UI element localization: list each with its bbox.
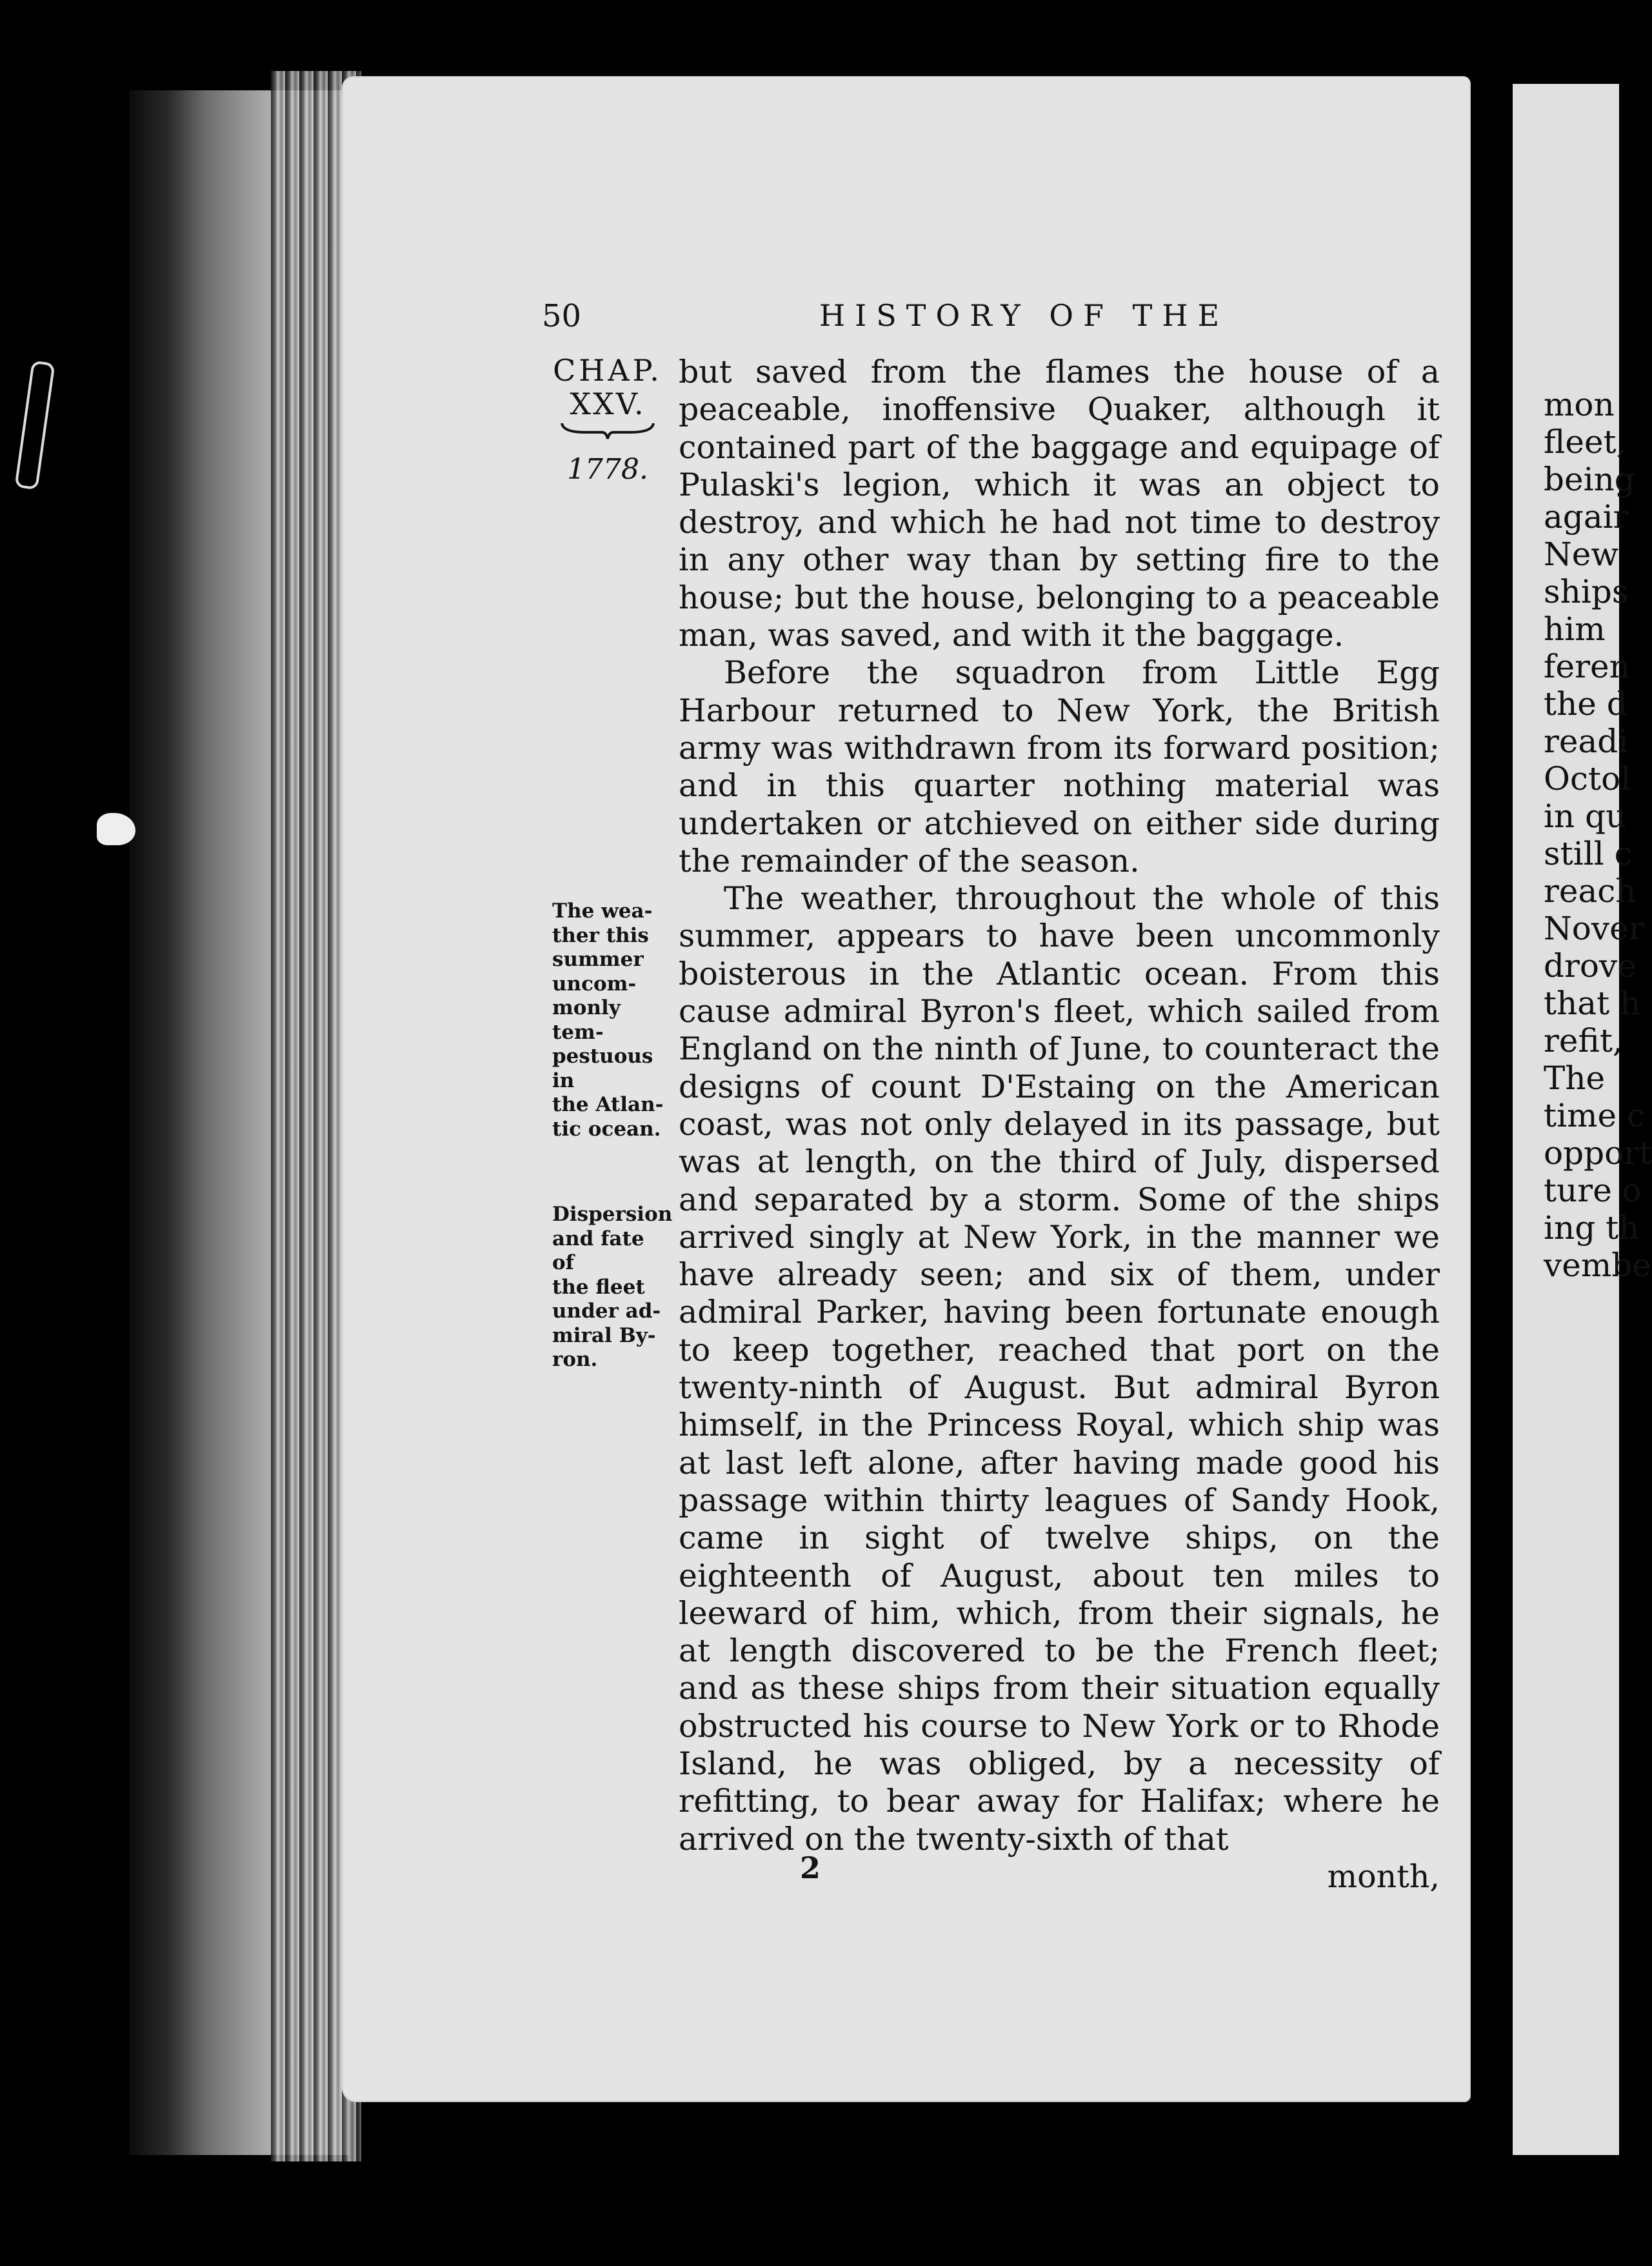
paragraph: The weather, throughout the whole of this summer, appears to have been uncommonly boisterous in the Atlantic ocean. From this cause admiral Byron's fleet, which sailed from England on the ninth of June, to counteract the designs of count D'Estaing on the American coast, was not only delayed in its passage, but was at length, on the third of July, dispersed and separated by a storm. Some of the ships arrived singly at New York, in the manner we have already seen; and six of them, under admiral Parker, having been fortunate enough to keep together, reached that port on the twenty-ninth of August. But admiral Byron himself, in the Princess Royal, which ship was at last left alone, after having made good his passage within thirty leagues of Sandy Hook, came in sight of twelve ships, on the eighteenth of August, about ten miles to leeward of him, which, from their signals, he at length discovered to be the French fleet; and as these ships from their situation equally obstructed his course to New York or to Rhode Island, he was obliged, by a necessity of refitting, to bear away for Halifax; where he arrived on the twenty-sixth of that [679,880,1440,1858]
chapter-label: CHAP. [553,353,662,388]
adjacent-page-fragment: time c [1544,1097,1645,1134]
adjacent-page-fragment: agair [1544,498,1629,536]
adjacent-page-fragment: ships [1544,573,1629,610]
adjacent-page-fragment: in qu [1544,797,1627,835]
adjacent-page-fragment: reach [1544,872,1637,910]
adjacent-page [1513,84,1652,2155]
adjacent-page-fragment: The [1544,1059,1606,1097]
adjacent-page-fragment: opport [1544,1134,1652,1172]
adjacent-page-fragment: New [1544,536,1619,573]
adjacent-page-fragment: feren [1544,648,1630,685]
adjacent-page-fragment: vembe [1544,1247,1651,1284]
adjacent-page-fragment: ing th [1544,1209,1640,1247]
adjacent-page-fragment: being [1544,461,1635,498]
year-marker: 1778. [567,453,648,486]
brace-ornament [559,421,656,440]
paragraph: but saved from the flames the house of a peaceable, inoffensive Quaker, although it contained part of the baggage and equipage of Pulaski's legion, which it was an object to destroy, and which he had not time to destroy in any other way than by setting fire to the house; but the house, belonging to a peaceable man, was saved, and with it the baggage. [679,354,1440,654]
running-head-title: HISTORY OF THE [819,298,1229,333]
margin-note-weather: The wea- ther this summer uncom- monly tem- pestuous in the Atlan- tic ocean. [552,899,664,1141]
adjacent-page-fragment: the d [1544,685,1627,723]
page-number: 50 [542,298,582,334]
adjacent-page-fragment: Nover [1544,910,1644,947]
catchword: month, [1327,1858,1440,1895]
adjacent-page-fragment: drove [1544,947,1637,985]
adjacent-page-fragment: readi [1544,723,1629,760]
adjacent-page-fragment: him [1544,610,1606,648]
adjacent-page-fragment: mon [1544,386,1615,423]
adjacent-page-fragment: fleet, [1544,423,1627,461]
stray-thread-mark [14,360,55,490]
margin-note-byron-fleet: Dispersion and fate of the fleet under ad- miral By- ron. [552,1203,673,1371]
signature-mark: 2 [800,1850,821,1885]
paragraph: Before the squadron from Little Egg Harbour returned to New York, the British army was withdrawn from its forward position; and in this quarter nothing material was undertaken or atchieved on either side during the remainder of the season. [679,654,1440,879]
adjacent-page-fragment: that h [1544,985,1641,1022]
adjacent-page-fragment: Octol [1544,760,1631,797]
chapter-marker [543,354,672,489]
adjacent-page-fragment: ture o [1544,1172,1642,1209]
stray-paper-fragment [97,813,135,845]
adjacent-page-fragment: refit, [1544,1022,1623,1059]
adjacent-page-fragment: still c [1544,835,1633,872]
chapter-number: XXV. [570,386,646,421]
body-text [679,354,1440,1896]
running-head [542,298,1458,337]
